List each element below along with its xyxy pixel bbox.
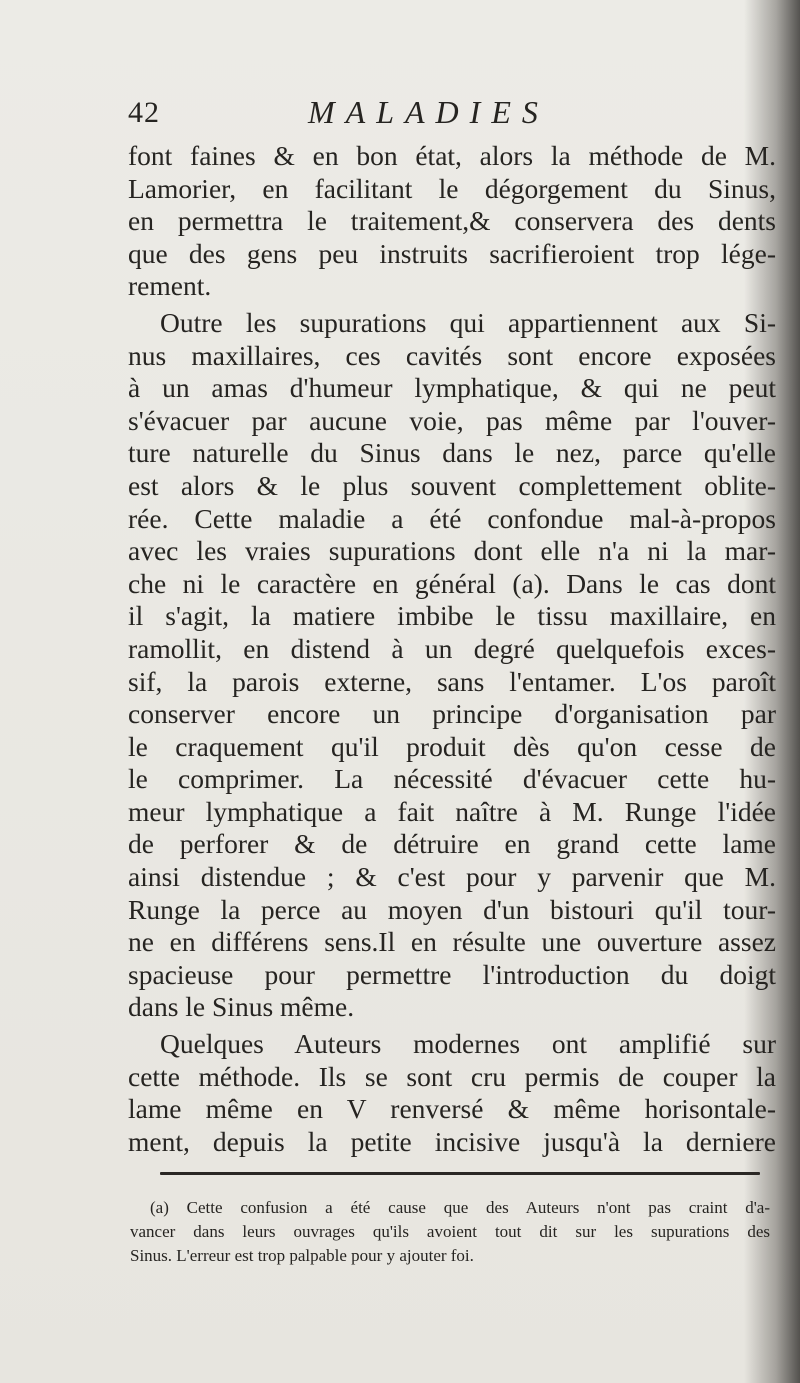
footnote xyxy=(130,1196,770,1268)
text-line: il s'agit, la matiere imbibe le tissu maxillaire, en xyxy=(128,600,776,632)
text-line: che ni le caractère en général (a). Dans le cas dont xyxy=(128,567,776,599)
text-line: est alors & le plus souvent complettement oblite- xyxy=(128,469,776,501)
text-line: le craquement qu'il produit dès qu'on cesse de xyxy=(128,730,776,762)
page-header xyxy=(128,92,778,132)
text-line: à un amas d'humeur lymphatique, & qui ne peut xyxy=(128,372,776,404)
text-line: dans le Sinus même. xyxy=(128,991,355,1023)
text-line: s'évacuer par aucune voie, pas même par l'ouver- xyxy=(128,404,776,436)
footnote-line: vancer dans leurs ouvrages qu'ils avoient tout dit sur les supurations des xyxy=(130,1222,770,1241)
text-line: conserver encore un principe d'organisation par xyxy=(128,698,776,730)
text-line: sif, la parois externe, sans l'entamer. L'os paroît xyxy=(128,665,776,697)
body-text xyxy=(128,140,776,1158)
text-line: rement. xyxy=(128,270,212,302)
footnote-line: (a) Cette confusion a été cause que des Auteurs n'ont pas craint d'a- xyxy=(150,1198,770,1217)
page-number: 42 xyxy=(128,96,160,129)
text-line: lame même en V renversé & même horisontale- xyxy=(128,1093,776,1125)
text-line: rée. Cette maladie a été confondue mal-à-propos xyxy=(128,502,776,534)
text-line: de perforer & de détruire en grand cette lame xyxy=(128,828,776,860)
text-line: Lamorier, en facilitant le dégorgement du Sinus, xyxy=(128,172,776,204)
text-line: meur lymphatique a fait naître à M. Runge l'idée xyxy=(128,795,776,827)
text-line: Runge la perce au moyen d'un bistouri qu'il tour- xyxy=(128,893,776,925)
text-line: Quelques Auteurs modernes ont amplifié sur xyxy=(160,1028,776,1060)
text-line: cette méthode. Ils se sont cru permis de couper la xyxy=(128,1060,776,1092)
text-line: spacieuse pour permettre l'introduction du doigt xyxy=(128,958,776,990)
text-line: ramollit, en distend à un degré quelquefois exces- xyxy=(128,632,776,664)
text-line: que des gens peu instruits sacrifieroient trop lége- xyxy=(128,237,776,269)
footnote-rule xyxy=(160,1172,760,1175)
text-line: avec les vraies supurations dont elle n'a ni la mar- xyxy=(128,535,776,567)
text-line: en permettra le traitement,& conservera des dents xyxy=(128,205,776,237)
text-line: nus maxillaires, ces cavités sont encore exposées xyxy=(128,339,776,371)
text-line: ne en différens sens.Il en résulte une ouverture assez xyxy=(128,926,776,958)
paragraph-2 xyxy=(128,307,776,1024)
footnote-line: Sinus. L'erreur est trop palpable pour y ajouter foi. xyxy=(130,1246,474,1265)
text-line: font faines & en bon état, alors la méthode de M. xyxy=(128,140,776,171)
paragraph-1 xyxy=(128,140,776,303)
text-line: Outre les supurations qui appartiennent aux Si- xyxy=(160,306,776,338)
text-line: le comprimer. La nécessité d'évacuer cette hu- xyxy=(128,763,776,795)
paragraph-3 xyxy=(128,1028,776,1158)
text-line: ainsi distendue ; & c'est pour y parvenir que M. xyxy=(128,861,776,893)
text-line: ture naturelle du Sinus dans le nez, parce qu'elle xyxy=(128,437,776,469)
running-head: MALADIES xyxy=(308,94,549,130)
text-line: ment, depuis la petite incisive jusqu'à la derniere xyxy=(128,1125,776,1157)
